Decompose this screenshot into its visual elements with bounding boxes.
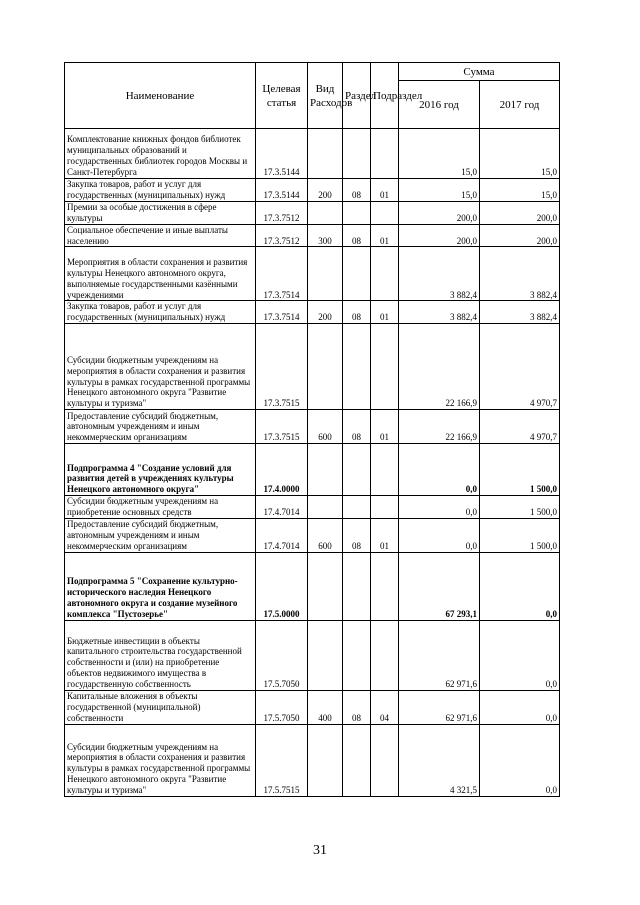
row-sum-2016: 67 293,1 bbox=[399, 553, 480, 621]
row-type bbox=[308, 621, 343, 691]
row-subsection bbox=[371, 553, 399, 621]
header-year-2017: 2017 год bbox=[480, 81, 560, 129]
row-target: 17.3.7515 bbox=[256, 410, 308, 444]
row-subsection: 01 bbox=[371, 224, 399, 247]
row-subsection: 01 bbox=[371, 301, 399, 324]
row-section: 08 bbox=[343, 519, 371, 553]
row-subsection: 01 bbox=[371, 410, 399, 444]
row-subsection bbox=[371, 496, 399, 519]
header-type: Вид Расходов bbox=[308, 63, 343, 129]
table-row bbox=[65, 201, 560, 224]
row-target: 17.3.7512 bbox=[256, 224, 308, 247]
page-number: 31 bbox=[313, 843, 327, 858]
row-name: Социальное обеспечение и иные выплаты населению bbox=[65, 224, 256, 247]
row-target: 17.3.7515 bbox=[256, 324, 308, 410]
row-subsection bbox=[371, 725, 399, 797]
row-sum-2017: 3 882,4 bbox=[480, 301, 560, 324]
row-sum-2016: 3 882,4 bbox=[399, 247, 480, 301]
row-sum-2016: 200,0 bbox=[399, 224, 480, 247]
table-row bbox=[65, 129, 560, 179]
row-type bbox=[308, 725, 343, 797]
row-name: Субсидии бюджетным учреждениям на мероприятия в области сохранения и развития культуры в рамках государственной программы Ненецкого автономного округа "Развитие культуры и туризма" bbox=[65, 725, 256, 797]
header-subsection: Подраздел bbox=[371, 63, 399, 129]
row-subsection bbox=[371, 324, 399, 410]
row-sum-2016: 62 971,6 bbox=[399, 621, 480, 691]
row-section: 08 bbox=[343, 410, 371, 444]
row-sum-2017: 1 500,0 bbox=[480, 496, 560, 519]
row-name: Мероприятия в области сохранения и развития культуры Ненецкого автономного округа, выполняемые государственными казёнными учреждениями bbox=[65, 247, 256, 301]
row-sum-2017: 15,0 bbox=[480, 129, 560, 179]
row-type: 400 bbox=[308, 691, 343, 725]
header-target: Целевая статья bbox=[256, 63, 308, 129]
row-section bbox=[343, 725, 371, 797]
table-row bbox=[65, 444, 560, 496]
row-name: Комплектование книжных фондов библиотек муниципальных образований и государственных библиотек городов Москвы и Санкт-Петербурга bbox=[65, 129, 256, 179]
row-type: 600 bbox=[308, 519, 343, 553]
row-target: 17.5.7050 bbox=[256, 691, 308, 725]
row-name: Закупка товаров, работ и услуг для государственных (муниципальных) нужд bbox=[65, 301, 256, 324]
table-row bbox=[65, 247, 560, 301]
row-subsection bbox=[371, 247, 399, 301]
row-sum-2017: 4 970,7 bbox=[480, 410, 560, 444]
budget-table bbox=[64, 62, 560, 797]
row-target: 17.5.0000 bbox=[256, 553, 308, 621]
row-type bbox=[308, 129, 343, 179]
row-sum-2017: 0,0 bbox=[480, 621, 560, 691]
row-sum-2017: 1 500,0 bbox=[480, 444, 560, 496]
row-type: 300 bbox=[308, 224, 343, 247]
row-type: 200 bbox=[308, 179, 343, 202]
row-sum-2016: 15,0 bbox=[399, 179, 480, 202]
row-type bbox=[308, 444, 343, 496]
row-name: Субсидии бюджетным учреждениям на мероприятия в области сохранения и развития культуры в рамках государственной программы Ненецкого автономного округа "Развитие культуры и туризма" bbox=[65, 324, 256, 410]
row-section bbox=[343, 444, 371, 496]
row-name: Подпрограмма 5 "Сохранение культурно-исторического наследия Ненецкого автономного округа и создание музейного комплекса "Пустозерье" bbox=[65, 553, 256, 621]
row-section bbox=[343, 201, 371, 224]
header-sum: Сумма bbox=[399, 63, 560, 81]
header-name: Наименование bbox=[65, 63, 256, 129]
row-sum-2016: 200,0 bbox=[399, 201, 480, 224]
table-row bbox=[65, 621, 560, 691]
row-subsection: 04 bbox=[371, 691, 399, 725]
table-row bbox=[65, 519, 560, 553]
row-type bbox=[308, 496, 343, 519]
row-sum-2017: 3 882,4 bbox=[480, 247, 560, 301]
row-section bbox=[343, 324, 371, 410]
row-target: 17.5.7515 bbox=[256, 725, 308, 797]
table-row bbox=[65, 324, 560, 410]
table-row bbox=[65, 410, 560, 444]
table-row bbox=[65, 691, 560, 725]
table-row bbox=[65, 301, 560, 324]
row-target: 17.3.7514 bbox=[256, 301, 308, 324]
row-target: 17.4.0000 bbox=[256, 444, 308, 496]
row-target: 17.3.7512 bbox=[256, 201, 308, 224]
row-sum-2017: 0,0 bbox=[480, 553, 560, 621]
table-row bbox=[65, 179, 560, 202]
row-sum-2017: 200,0 bbox=[480, 201, 560, 224]
header-section: Раздел bbox=[343, 63, 371, 129]
row-sum-2016: 3 882,4 bbox=[399, 301, 480, 324]
table-row bbox=[65, 224, 560, 247]
row-name: Предоставление субсидий бюджетным, автономным учреждениям и иным некоммерческим организациям bbox=[65, 410, 256, 444]
row-sum-2017: 200,0 bbox=[480, 224, 560, 247]
row-section: 08 bbox=[343, 224, 371, 247]
row-section: 08 bbox=[343, 691, 371, 725]
header-year-2016: 2016 год bbox=[399, 81, 480, 129]
row-name: Премии за особые достижения в сфере культуры bbox=[65, 201, 256, 224]
row-section bbox=[343, 496, 371, 519]
row-subsection: 01 bbox=[371, 179, 399, 202]
row-type: 600 bbox=[308, 410, 343, 444]
row-sum-2016: 4 321,5 bbox=[399, 725, 480, 797]
row-name: Предоставление субсидий бюджетным, автономным учреждениям и иным некоммерческим организациям bbox=[65, 519, 256, 553]
row-type bbox=[308, 201, 343, 224]
row-sum-2016: 15,0 bbox=[399, 129, 480, 179]
row-target: 17.4.7014 bbox=[256, 496, 308, 519]
row-sum-2016: 0,0 bbox=[399, 496, 480, 519]
table-row bbox=[65, 725, 560, 797]
row-sum-2016: 62 971,6 bbox=[399, 691, 480, 725]
row-sum-2017: 0,0 bbox=[480, 725, 560, 797]
row-sum-2017: 4 970,7 bbox=[480, 324, 560, 410]
row-target: 17.3.7514 bbox=[256, 247, 308, 301]
row-sum-2017: 0,0 bbox=[480, 691, 560, 725]
row-subsection: 01 bbox=[371, 519, 399, 553]
row-type bbox=[308, 247, 343, 301]
row-sum-2017: 15,0 bbox=[480, 179, 560, 202]
table-row bbox=[65, 553, 560, 621]
row-section: 08 bbox=[343, 301, 371, 324]
row-subsection bbox=[371, 621, 399, 691]
row-section bbox=[343, 553, 371, 621]
row-sum-2016: 0,0 bbox=[399, 519, 480, 553]
row-name: Субсидии бюджетным учреждениям на приобретение основных средств bbox=[65, 496, 256, 519]
row-type bbox=[308, 324, 343, 410]
row-target: 17.4.7014 bbox=[256, 519, 308, 553]
row-subsection bbox=[371, 201, 399, 224]
row-subsection bbox=[371, 444, 399, 496]
row-sum-2016: 22 166,9 bbox=[399, 410, 480, 444]
row-target: 17.5.7050 bbox=[256, 621, 308, 691]
row-section bbox=[343, 247, 371, 301]
row-section bbox=[343, 621, 371, 691]
row-name: Бюджетные инвестиции в объекты капитального строительства государственной собственности и (или) на приобретение объектов недвижимого имущества в государственную собственность bbox=[65, 621, 256, 691]
row-section: 08 bbox=[343, 179, 371, 202]
row-name: Закупка товаров, работ и услуг для государственных (муниципальных) нужд bbox=[65, 179, 256, 202]
table-row bbox=[65, 496, 560, 519]
row-target: 17.3.5144 bbox=[256, 129, 308, 179]
row-target: 17.3.5144 bbox=[256, 179, 308, 202]
row-type bbox=[308, 553, 343, 621]
row-sum-2016: 22 166,9 bbox=[399, 324, 480, 410]
row-type: 200 bbox=[308, 301, 343, 324]
row-sum-2016: 0,0 bbox=[399, 444, 480, 496]
row-section bbox=[343, 129, 371, 179]
row-name: Подпрограмма 4 "Создание условий для развития детей в учреждениях культуры Ненецкого автономного округа" bbox=[65, 444, 256, 496]
row-sum-2017: 1 500,0 bbox=[480, 519, 560, 553]
row-subsection bbox=[371, 129, 399, 179]
row-name: Капитальные вложения в объекты государственной (муниципальной) собственности bbox=[65, 691, 256, 725]
